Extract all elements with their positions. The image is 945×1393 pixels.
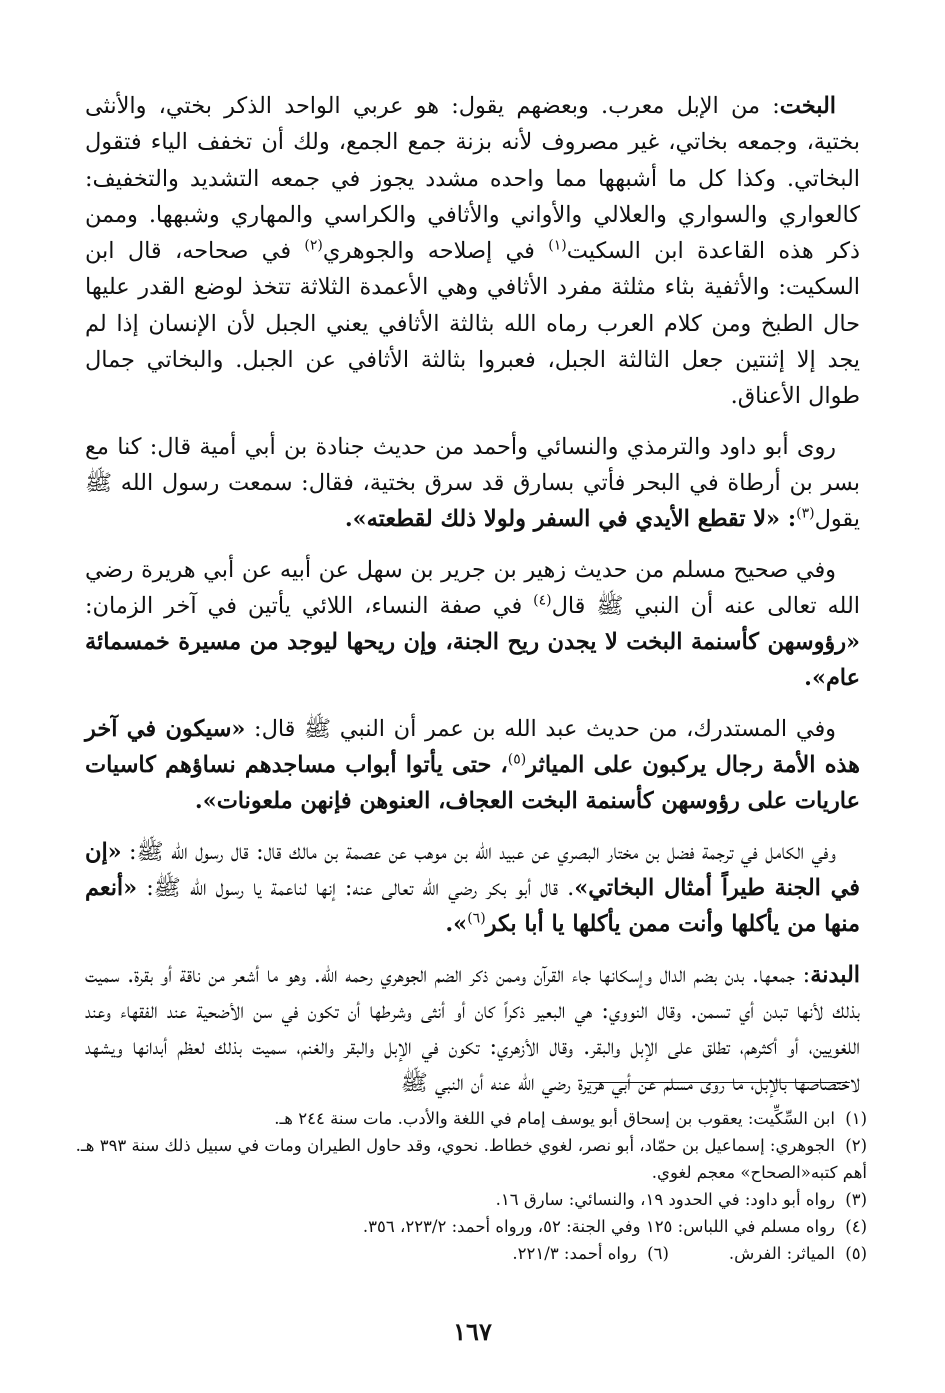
footnote-ref[interactable]: (٥) xyxy=(507,751,527,768)
footnote-ref[interactable]: (٢) xyxy=(304,237,323,254)
term-heading: البدنة xyxy=(810,961,860,988)
paragraph-hadith-mustadrak xyxy=(85,711,860,820)
footnote-ref[interactable]: (١) xyxy=(548,237,567,254)
hadith-quote: : «لا تقطع الأيدي في السفر ولولا ذلك لقطعته». xyxy=(344,506,797,533)
paragraph-text: روى أبو داود والترمذي والنسائي وأحمد من حديث جنادة بن أبي أمية قال: كنا مع بسر بن أرطاة في البحر فأتي بسارق قد سرق بختية، فقال: سمعت رسول الله ﷺ يقول xyxy=(85,433,860,533)
footnote-1 xyxy=(70,1105,867,1132)
footnote-text: ابن السِّكِّيت: يعقوب بن إسحاق أبو يوسف إمام في اللغة والأدب. مات سنة ٢٤٤ هـ. xyxy=(274,1109,835,1128)
footnote-number: (٥) xyxy=(845,1244,867,1263)
paragraph-text: في صفة النساء، اللائي يأتين في آخر الزمان: xyxy=(85,592,534,619)
footnote-4 xyxy=(70,1213,867,1240)
footnote-ref[interactable]: (٣) xyxy=(796,505,815,522)
page-number: ١٦٧ xyxy=(453,1317,492,1346)
hadith-quote: ». xyxy=(445,911,468,938)
footnotes xyxy=(70,1105,867,1267)
footnote-number: (١) xyxy=(845,1109,867,1128)
footnote-3 xyxy=(70,1186,867,1213)
footnote-ref[interactable]: (٦) xyxy=(467,910,486,927)
footnote-text: المياثر: الفرش. xyxy=(728,1244,835,1263)
hadith-quote: «إن في الجنة طيراً أمثال البخاتي» xyxy=(85,838,860,901)
hadith-quote: ، حتى يأتوا أبواب مساجدهم نساؤهم كاسيات عاريات على رؤوسهن كأسنمة البخت العجاف، العنوهن فإنهن ملعونات». xyxy=(85,752,860,815)
footnote-6 xyxy=(512,1240,668,1267)
paragraph-hadith-kamil xyxy=(85,834,860,943)
hadith-quote: «رؤوسهن كأسنمة البخت لا يجدن ريح الجنة، وإن ريحها ليوجد من مسيرة خمسمائة عام». xyxy=(85,629,860,692)
paragraph-text: وفي الكامل في ترجمة فضل بن مختار البصري عن عبيد الله بن موهب عن عصمة بن مالك قال: قال رسول الله ﷺ: xyxy=(121,838,836,865)
term-heading: البخت xyxy=(779,93,836,119)
footnote-number: (٤) xyxy=(845,1217,867,1236)
footnote-row-5-6 xyxy=(70,1240,867,1267)
footnote-text: رواه أبو داود: في الحدود ١٩، والنسائي: سارق ١٦. xyxy=(495,1190,835,1209)
hadith-quote: «أنعم منها من يأكلها وأنت ممن يأكلها يا أبا بكر xyxy=(85,874,860,938)
footnote-number: (٦) xyxy=(647,1244,669,1263)
paragraph-text: . قال أبو بكر رضي الله تعالى عنه: إنها لناعمة يا رسول الله ﷺ: xyxy=(137,874,575,901)
footnote-text: رواه مسلم في اللباس: ١٢٥ وفي الجنة: ٥٢، ورواه أحمد: ٢٢٣/٢، ٣٥٦. xyxy=(362,1217,835,1236)
hadith-quote: «سيكون في آخر هذه الأمة رجال يركبون على المياثر xyxy=(85,715,860,779)
paragraph-text: : من الإبل معرب. وبعضهم يقول: هو عربي الواحد الذكر بختي، والأنثى بختية، وجمعه بخاتي، غير مصروف لأنه بزنة جمع الجمع، ولك أن تخفف الياء فتقول البخاتي. وكذا كل ما أشبهها مما واحده مشدد يجوز في جمعه التشديد والتخفيف: كالعواري والسواري والعلالي والأواني والأثافي والكراسي والمهاري وشبهها. وممن ذكر هذه القاعدة ابن السكيت xyxy=(85,93,860,265)
footnote-2 xyxy=(70,1132,867,1186)
paragraph-text: : جمعها. بدن بضم الدال وإسكانها جاء القرآن وممن ذكر الضم الجوهري رحمه الله. وهو ما أشعر من ناقة أو بقرة. سميت بذلك لأنها تبدن أي تسمن. وقال النووي: هي البعير ذكراً كان أو أنثى وشرطها أن تكون في سن الأضحية عند الفقهاء وعند اللغويين، أو أكثرهم، تطلق على الإبل والبقر. وقال الأزهري: تكون في الإبل والبقر والغنم، سميت بذلك لعظم أبدانها ويشهد لاختصاصها بالإبل، ما روى مسلم عن أبي هريرة رضي الله عنه أن النبي ﷺ xyxy=(85,961,860,1097)
paragraph-text: وفي صحيح مسلم من حديث زهير بن جرير بن سهل عن أبيه عن أبي هريرة رضي الله تعالى عنه أن النبي ﷺ قال xyxy=(85,556,860,619)
paragraph-badana xyxy=(85,957,860,1102)
paragraph-text: في صحاحه، قال ابن السكيت: والأثفية بثاء مثلثة مفرد الأثافي وهي الأعمدة الثلاثة تتخذ لوضع القدر عليها حال الطبخ ومن كلام العرب رماه الله بثالثة الأثافي يعني الجبل لأن الإنسان إذا لم يجد إلا إثنتين جعل الثالثة الجبل، فعبروا بثالثة الأثافي عن الجبل. والبخاتي جمال طوال الأعناق. xyxy=(85,238,860,410)
footnote-separator xyxy=(587,1082,850,1083)
footnote-5 xyxy=(729,1240,867,1267)
paragraph-bukht xyxy=(85,88,860,415)
footnote-text: رواه أحمد: ٢٢١/٣. xyxy=(512,1244,637,1263)
footnote-number: (٢) xyxy=(845,1136,867,1155)
footnote-text: الجوهري: إسماعيل بن حمّاد، أبو نصر، لغوي خطاط. نحوي، وقد حاول الطيران ومات في سبيل ذلك سنة ٣٩٣ هـ. أهم كتبه«الصحاح» معجم لغوي. xyxy=(75,1136,867,1182)
paragraph-hadith-muslim xyxy=(85,552,860,697)
page-body xyxy=(85,88,860,1116)
paragraph-text: وفي المستدرك، من حديث عبد الله بن عمر أن النبي ﷺ قال: xyxy=(245,715,836,742)
footnote-ref[interactable]: (٤) xyxy=(533,592,552,609)
paragraph-text: في إصلاحه والجوهري xyxy=(322,238,549,265)
paragraph-hadith-abu-dawud xyxy=(85,429,860,538)
footnote-number: (٣) xyxy=(845,1190,867,1209)
